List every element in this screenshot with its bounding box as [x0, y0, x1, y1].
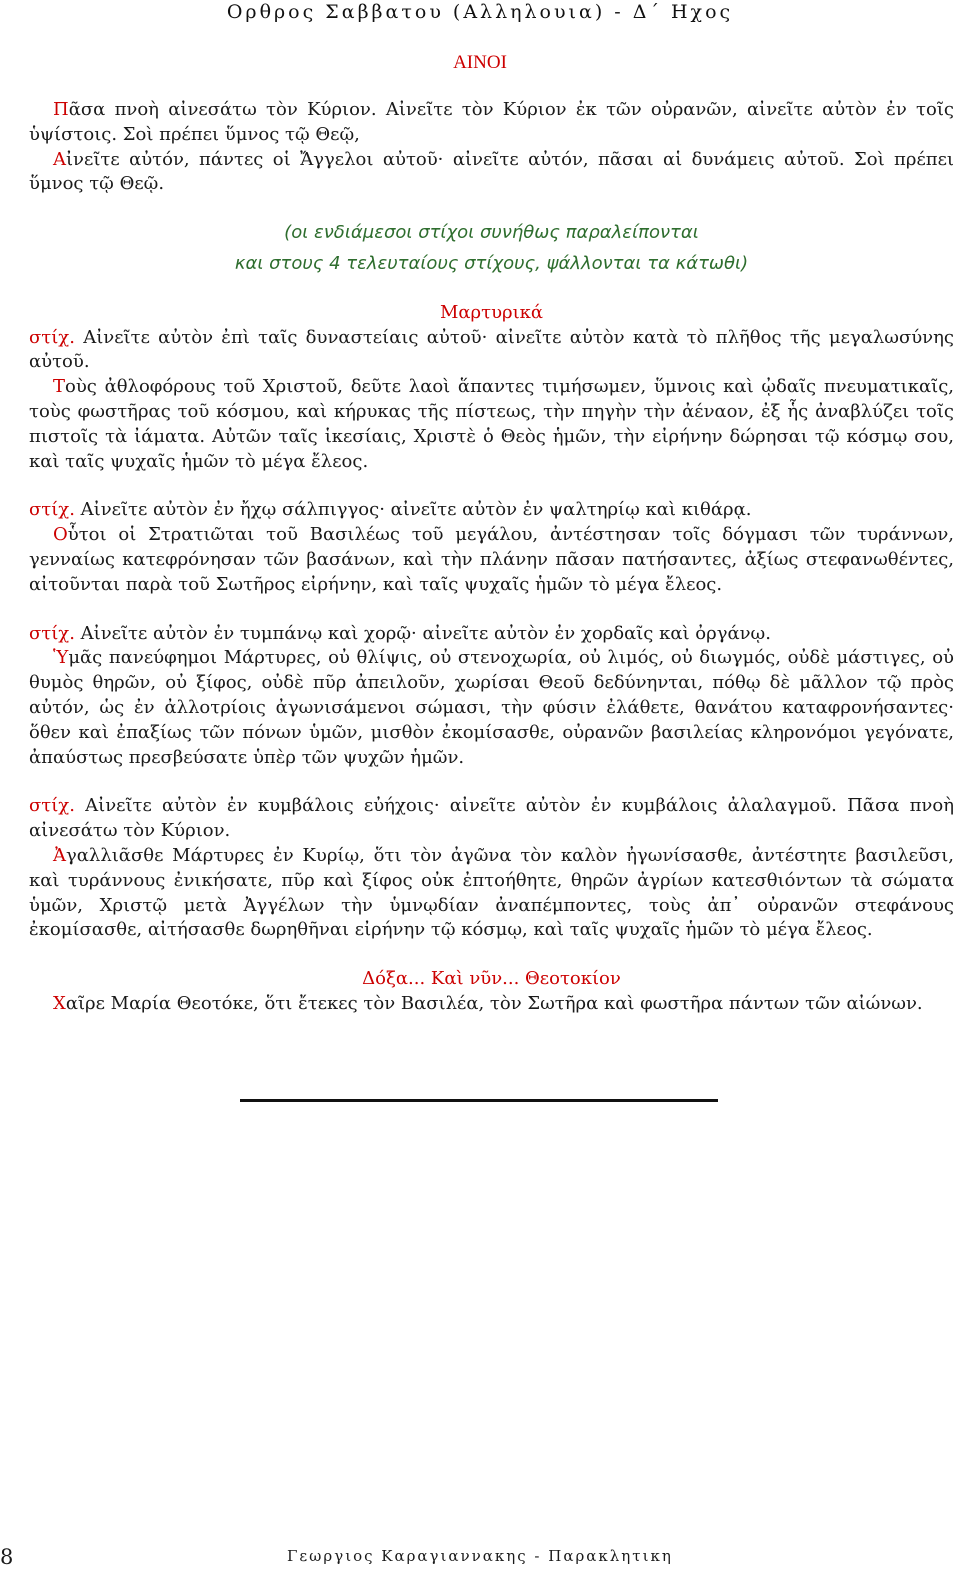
section-title: ΑΙΝΟΙ — [453, 52, 507, 73]
verse-text: Αἰνεῖτε αὐτὸν ἐν κυμβάλοις εὐήχοις· αἰνεῖτε αὐτὸν ἐν κυμβάλοις ἀλαλαγμοῦ. Πᾶσα πνοὴ αἰνεσάτω τὸν Κύριον. — [29, 795, 954, 842]
troparion-2 — [29, 523, 954, 597]
drop-initial: Π — [53, 99, 69, 120]
troparion-text: μᾶς πανεύφημοι Μάρτυρες, οὐ θλίψις, οὐ στενοχωρία, οὐ λιμός, οὐ διωγμός, οὐδὲ μάστιγες, οὐ θυμὸς θηρῶν, οὐ ξίφος, οὐδὲ πῦρ ἀπειλοῦν, χωρίσαι Θεοῦ δεδύνηνται, πόθῳ δὲ μᾶλλον τῷ πρὸς αὐτόν, ὡς ἐν ἀλλοτρίοις ἀγωνισάμενοι σώμασι, τὴν φύσιν ἐλάθετε, θανάτου καταφρονήσαντες· ὅθεν καὶ ἐπαξίως τῶν πόνων ὑμῶν, μισθὸν ἐκομίσασθε, οὐρανῶν βασιλείας κληρονόμοι γεγόνατε, ἀπαύστως πρεσβεύσατε ὑπὲρ τῶν ψυχῶν ἡμῶν. — [29, 647, 954, 768]
verse-text: Αἰνεῖτε αὐτὸν ἐν ἤχῳ σάλπιγγος· αἰνεῖτε αὐτὸν ἐν ψαλτηρίῳ καὶ κιθάρᾳ. — [74, 499, 752, 521]
drop-initial: Τ — [53, 376, 66, 398]
paragraph-text: ᾶσα πνοὴ αἰνεσάτω τὸν Κύριον. Αἰνεῖτε τὸν Κύριον ἐκ τῶν οὐρανῶν, αἰνεῖτε αὐτὸν ἐν τοῖς ὑψίστοις. Σοὶ πρέπει ὕμνος τῷ Θεῷ, — [29, 99, 954, 145]
stix-label: στίχ. — [29, 622, 75, 644]
verse-4 — [29, 794, 954, 844]
theotokion-text: αῖρε Μαρία Θεοτόκε, ὅτι ἔτεκες τὸν Βασιλέα, τὸν Σωτῆρα καὶ φωστῆρα πάντων τῶν αἰώνων. — [65, 992, 923, 1014]
verse-text: Αἰνεῖτε αὐτὸν ἐπὶ ταῖς δυναστείαις αὐτοῦ· αἰνεῖτε αὐτὸν κατὰ τὸ πλῆθος τῆς μεγαλωσύνης αὐτοῦ. — [29, 326, 954, 373]
running-footer: Γεωργιος Καραγιαννακης - Παρακλητικη — [287, 1547, 673, 1565]
section-divider — [240, 1099, 718, 1102]
page-number: 8 — [0, 1545, 14, 1569]
troparion-text: ὗτοι οἱ Στρατιῶται τοῦ Βασιλέως τοῦ μεγάλου, ἀντέστησαν τοῖς δόγμασι τῶν τυράννων, γενναίως κατεφρόνησαν τῶν βασάνων, καὶ τὴν πλάνην πᾶσαν πατήσαντες, ἀξίως στεφανωθέντες, αἰτοῦνται παρὰ τοῦ Σωτῆρος εἰρήνην, καὶ ταῖς ψυχαῖς ἡμῶν τὸ μέγα ἔλεος. — [29, 524, 954, 595]
troparion-text: γαλλιᾶσθε Μάρτυρες ἐν Κυρίῳ, ὅτι τὸν ἀγῶνα τὸν καλὸν ἠγωνίσασθε, ἀντέστητε βασιλεῦσι, καὶ τυράννους ἐνικήσατε, πῦρ καὶ ξίφος οὐκ ἐπτοήθητε, θηρῶν ἀγρίων κατεσθιόντων τὰ σώματα ὑμῶν, Χριστῷ μετὰ Ἀγγέλων τὴν ὑμνῳδίαν ἀναπέμποντες, τοὺς ἀπ᾿ οὐρανῶν στεφάνους ἐκομίσασθε, αἰτήσασθε δωρηθῆναι εἰρήνην τῷ κόσμῳ, καὶ ταῖς ψυχαῖς ἡμῶν τὸ μέγα ἔλεος. — [29, 844, 954, 941]
paragraph-psalm-1 — [29, 98, 954, 148]
theotokion — [29, 992, 954, 1017]
drop-initial: Ὑ — [53, 647, 69, 669]
verse-1 — [29, 326, 954, 376]
document-body — [29, 98, 954, 1017]
rubric-note-line-1: (οι ενδιάμεσοι στίχοι συνήθως παραλείπονται — [284, 222, 699, 244]
stix-label: στίχ. — [29, 795, 75, 817]
verse-3 — [29, 622, 954, 647]
subsection-title: Μαρτυρικά — [439, 301, 544, 323]
drop-initial: Ἀ — [53, 844, 66, 866]
troparion-text: οὺς ἀθλοφόρους τοῦ Χριστοῦ, δεῦτε λαοὶ ἅπαντες τιμήσωμεν, ὕμνοις καὶ ᾠδαῖς πνευματικαῖς, τοὺς φωστῆρας τοῦ κόσμου, καὶ κήρυκας τῆς πίστεως, τὴν πηγὴν τὴν ἀέναον, ἐξ ἧς ἀναβλύζει τοῖς πιστοῖς τὰ ἰάματα. Αὐτῶν ταῖς ἱκεσίαις, Χριστὲ ὁ Θεὸς ἡμῶν, τὴν εἰρήνην δώρησαι τῷ κόσμῳ σου, καὶ ταῖς ψυχαῖς ἡμῶν τὸ μέγα ἔλεος. — [29, 376, 954, 472]
drop-initial: Α — [53, 148, 66, 170]
verse-text: Αἰνεῖτε αὐτὸν ἐν τυμπάνῳ καὶ χορῷ· αἰνεῖτε αὐτὸν ἐν χορδαῖς καὶ ὀργάνῳ. — [74, 622, 771, 644]
troparion-4 — [29, 844, 954, 943]
paragraph-psalm-2 — [29, 148, 954, 198]
running-header: Ορθρος Σαββατου (Αλληλουια) - Δ΄ Ηχος — [226, 1, 734, 23]
paragraph-text: ἰνεῖτε αὐτόν, πάντες οἱ Ἄγγελοι αὐτοῦ· αἰνεῖτε αὐτόν, πᾶσαι αἱ δυνάμεις αὐτοῦ. Σοὶ πρέπει ὕμνος τῷ Θεῷ. — [29, 148, 954, 195]
drop-initial: Χ — [53, 992, 66, 1014]
rubric-note-line-2: και στους 4 τελευταίους στίχους, ψάλλονται τα κάτωθι) — [234, 252, 749, 274]
doxa-heading: Δόξα... Καὶ νῦν... Θεοτοκίον — [362, 968, 621, 990]
drop-initial: Ο — [53, 524, 68, 546]
troparion-3 — [29, 646, 954, 770]
stix-label: στίχ. — [29, 499, 75, 521]
verse-2 — [29, 498, 954, 523]
troparion-1 — [29, 375, 954, 474]
stix-label: στίχ. — [29, 326, 75, 348]
